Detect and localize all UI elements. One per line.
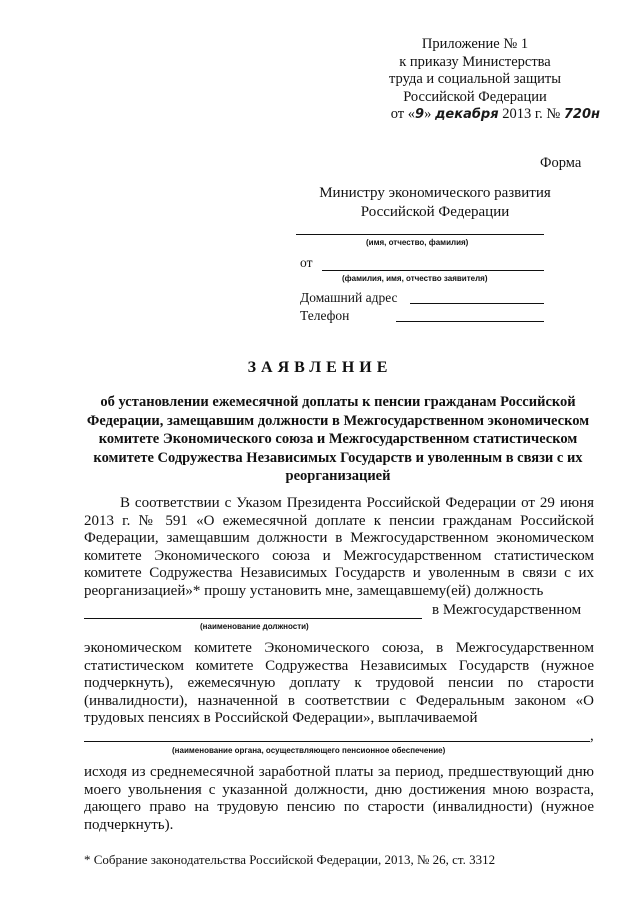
date-month: декабря (434, 107, 499, 122)
body-paragraph-3 (84, 764, 594, 836)
fio-line[interactable] (296, 234, 544, 235)
para3-text: исходя из среднемесячной заработной платы за период, предшествующий дню моего увольнения с указанной должности, дню достижения мною возраста, дающего право на трудовую пенсию по старости (инвалидности) (нужное подчеркнуть). (84, 764, 594, 833)
phone-label: Телефон (300, 308, 350, 323)
order-reference: к приказу Министерства (399, 53, 551, 70)
order-number: 720н (563, 107, 600, 122)
addressee-line2: Российской Федерации (360, 204, 510, 220)
organ-comma: , (590, 728, 594, 744)
appendix-number: Приложение № 1 (421, 36, 529, 52)
document-title: ЗАЯВЛЕНИЕ (247, 359, 393, 376)
para1-text: В соответствии с Указом Президента Российской Федерации от 29 июня 2013 г. № 591 «О ежемесячной доплате к пенсии гражданам Российской Федерации, замещавшим должности в Межгосударственном экономическом комитете Экономического союза и Межгосударственном статистическом комитете Содружества Независимых Государств и уволенным в связи с их реорганизацией»* прошу установить мне, замещавшему(ей) должность (84, 495, 594, 599)
body-paragraph-1 (84, 495, 594, 601)
date-day: 9 (415, 107, 425, 122)
address-line[interactable] (410, 303, 544, 304)
appendix-header (330, 36, 600, 124)
federation-name: Российской Федерации (403, 88, 547, 105)
addressee-block (300, 184, 570, 222)
address-label: Домашний адрес (300, 290, 398, 305)
date-mid: » (424, 106, 435, 122)
ministry-name: труда и социальной защиты (389, 71, 561, 87)
position-line[interactable] (84, 618, 422, 619)
phone-line[interactable] (396, 321, 544, 322)
from-label: от (300, 255, 313, 270)
applicant-line[interactable] (322, 270, 544, 271)
form-label: Форма (540, 155, 582, 171)
date-prefix: от « (390, 106, 416, 122)
organ-caption: (наименование органа, осуществляющего пенсионное обеспечение) (172, 746, 446, 755)
position-tail: в Межгосударственном (432, 602, 582, 618)
document-subtitle: об установлении ежемесячной доплаты к пенсии гражданам Российской Федерации, замещавшим должности в Межгосударственном экономическом комитете Экономического союза и Межгосударственном статистическом комитете Содружества Независимых Государств и уволенным в связи с их реорганизацией (86, 394, 590, 485)
para2-text: экономическом комитете Экономического союза, в Межгосударственном статистическом комитете Содружества Независимых Государств (нужное подчеркнуть), ежемесячную доплату к трудовой пенсии по старости (инвалидности), назначенной в соответствии с Федеральным законом «О трудовых пенсиях в Российской Федерации», выплачиваемой (84, 640, 594, 726)
fio-caption: (имя, отчество, фамилия) (366, 238, 469, 247)
body-paragraph-2 (84, 640, 594, 728)
addressee-line1: Министру экономического развития (319, 185, 551, 201)
date-year: 2013 г. № (498, 106, 564, 122)
organ-line[interactable] (84, 741, 590, 742)
footnote: * Собрание законодательства Российской Федерации, 2013, № 26, ст. 3312 (84, 852, 496, 867)
position-caption: (наименование должности) (200, 622, 309, 631)
order-date (330, 106, 600, 124)
applicant-caption: (фамилия, имя, отчество заявителя) (342, 274, 488, 283)
